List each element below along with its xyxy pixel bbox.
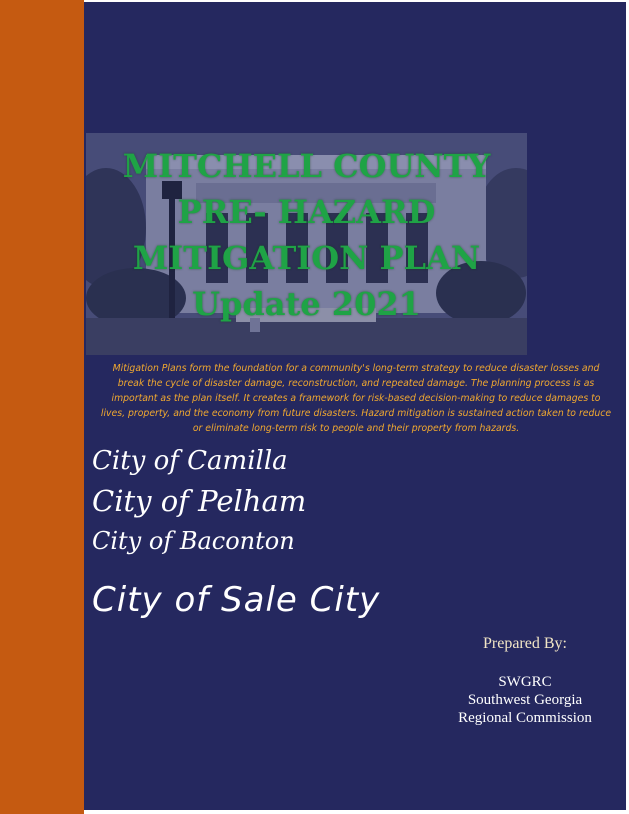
city-camilla: City of Camilla <box>92 446 288 476</box>
org-line-2: Southwest Georgia <box>467 692 583 708</box>
city-baconton: City of Baconton <box>92 527 295 555</box>
city-pelham: City of Pelham <box>92 484 307 518</box>
plan-title <box>86 143 527 327</box>
org-line-3: Regional Commission <box>458 710 592 726</box>
orange-side-bar <box>0 0 84 814</box>
prepared-by-label: Prepared By: <box>483 635 567 652</box>
title-line-1: MITCHELL COUNTY <box>122 147 491 185</box>
preparer-organization <box>440 673 610 727</box>
title-line-3: MITIGATION PLAN <box>132 239 481 277</box>
city-sale-city: City of Sale City <box>92 580 381 620</box>
intro-paragraph: Mitigation Plans form the foundation for a community's long-term strategy to reduce disaster losses and break the cycle of disaster damage, reconstruction, and repeated damage. The planning process is as important as the plan itself. It creates a framework for risk-based decision-making to reduce damages to lives, property, and the economy from future disasters. Hazard mitigation is sustained action taken to reduce or eliminate long-term risk to people and their property from hazards. <box>100 363 612 434</box>
title-line-2: PRE- HAZARD <box>177 193 436 231</box>
org-line-1: SWGRC <box>498 674 552 690</box>
title-line-4: Update 2021 <box>192 285 421 323</box>
